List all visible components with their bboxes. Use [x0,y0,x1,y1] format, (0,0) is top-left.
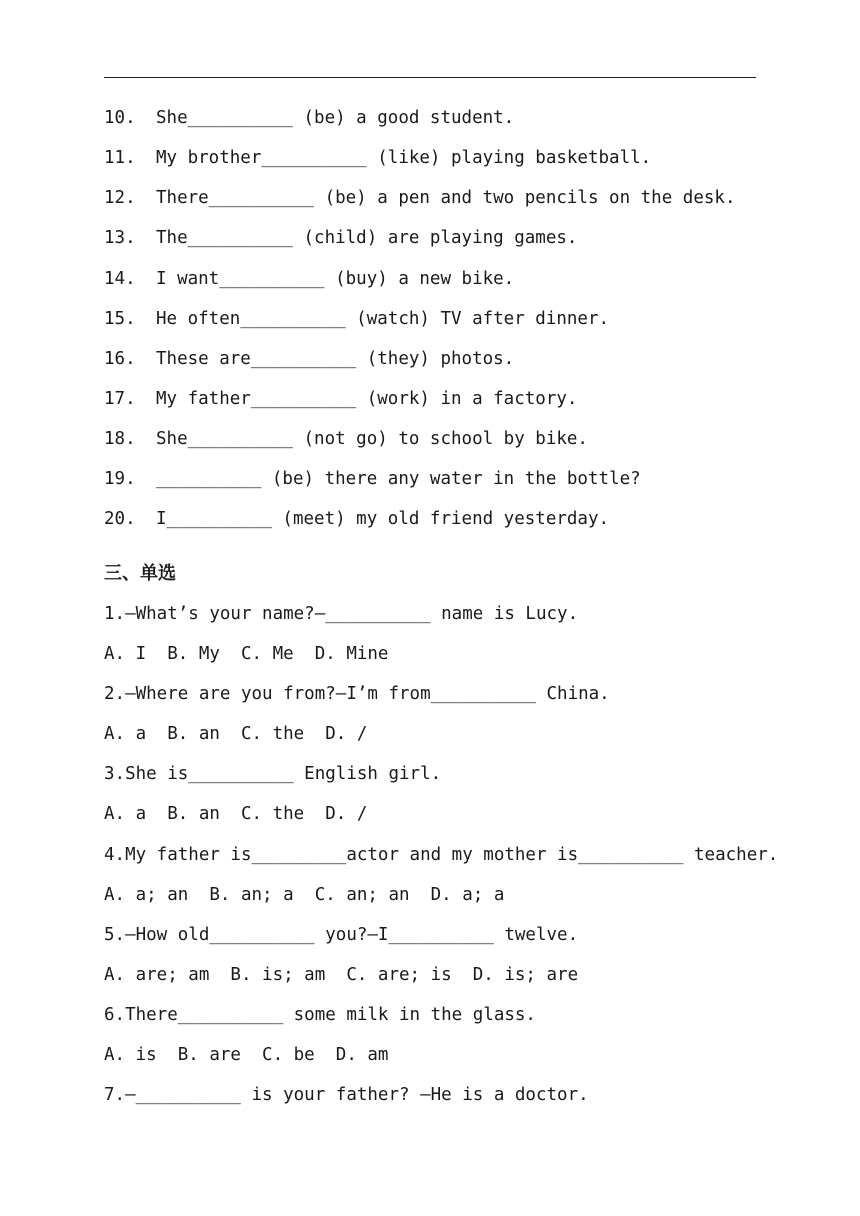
question-text: These are__________ (they) photos. [156,349,515,369]
question-text: He often__________ (watch) TV after dinner. [156,309,610,329]
question-18 [104,428,588,450]
question-16 [104,348,514,370]
mc-question-4: 4.My father is_________actor and my mother is__________ teacher. [104,845,779,865]
question-number: 14. [104,269,136,289]
question-14 [104,268,514,290]
question-text: She__________ (be) a good student. [156,108,515,128]
question-text: I__________ (meet) my old friend yesterday. [156,509,610,529]
question-text: She__________ (not go) to school by bike. [156,429,588,449]
mc-question-7: 7.—__________ is your father? —He is a doctor. [104,1085,589,1105]
question-11 [104,147,651,169]
question-text: The__________ (child) are playing games. [156,228,578,248]
question-number: 16. [104,349,136,369]
question-19 [104,468,641,490]
mc-options-5: A. are; am B. is; am C. are; is D. is; are [104,965,579,985]
question-number: 10. [104,108,136,128]
question-text: I want__________ (buy) a new bike. [156,269,515,289]
mc-options-4: A. a; an B. an; a C. an; an D. a; a [104,885,505,905]
question-20 [104,508,609,530]
section-heading: 三、单选 [104,563,176,584]
question-number: 20. [104,509,136,529]
question-15 [104,308,609,330]
mc-options-1: A. I B. My C. Me D. Mine [104,644,389,664]
question-number: 18. [104,429,136,449]
question-text: __________ (be) there any water in the bottle? [156,469,641,489]
question-text: There__________ (be) a pen and two pencils on the desk. [156,188,736,208]
header-rule [104,77,756,78]
mc-options-2: A. a B. an C. the D. / [104,724,368,744]
question-12 [104,187,735,209]
question-number: 19. [104,469,136,489]
mc-question-3: 3.She is__________ English girl. [104,764,442,784]
mc-options-6: A. is B. are C. be D. am [104,1045,389,1065]
question-17 [104,388,577,410]
question-number: 12. [104,188,136,208]
question-number: 15. [104,309,136,329]
question-number: 13. [104,228,136,248]
mc-question-6: 6.There__________ some milk in the glass. [104,1005,536,1025]
question-text: My father__________ (work) in a factory. [156,389,578,409]
mc-question-1: 1.—What’s your name?—__________ name is Lucy. [104,604,579,624]
question-number: 11. [104,148,136,168]
mc-question-5: 5.—How old__________ you?—I__________ twelve. [104,925,579,945]
mc-options-3: A. a B. an C. the D. / [104,804,368,824]
question-text: My brother__________ (like) playing basketball. [156,148,652,168]
question-number: 17. [104,389,136,409]
question-13 [104,227,577,249]
mc-question-2: 2.—Where are you from?—I’m from__________ China. [104,684,610,704]
question-10 [104,107,514,129]
